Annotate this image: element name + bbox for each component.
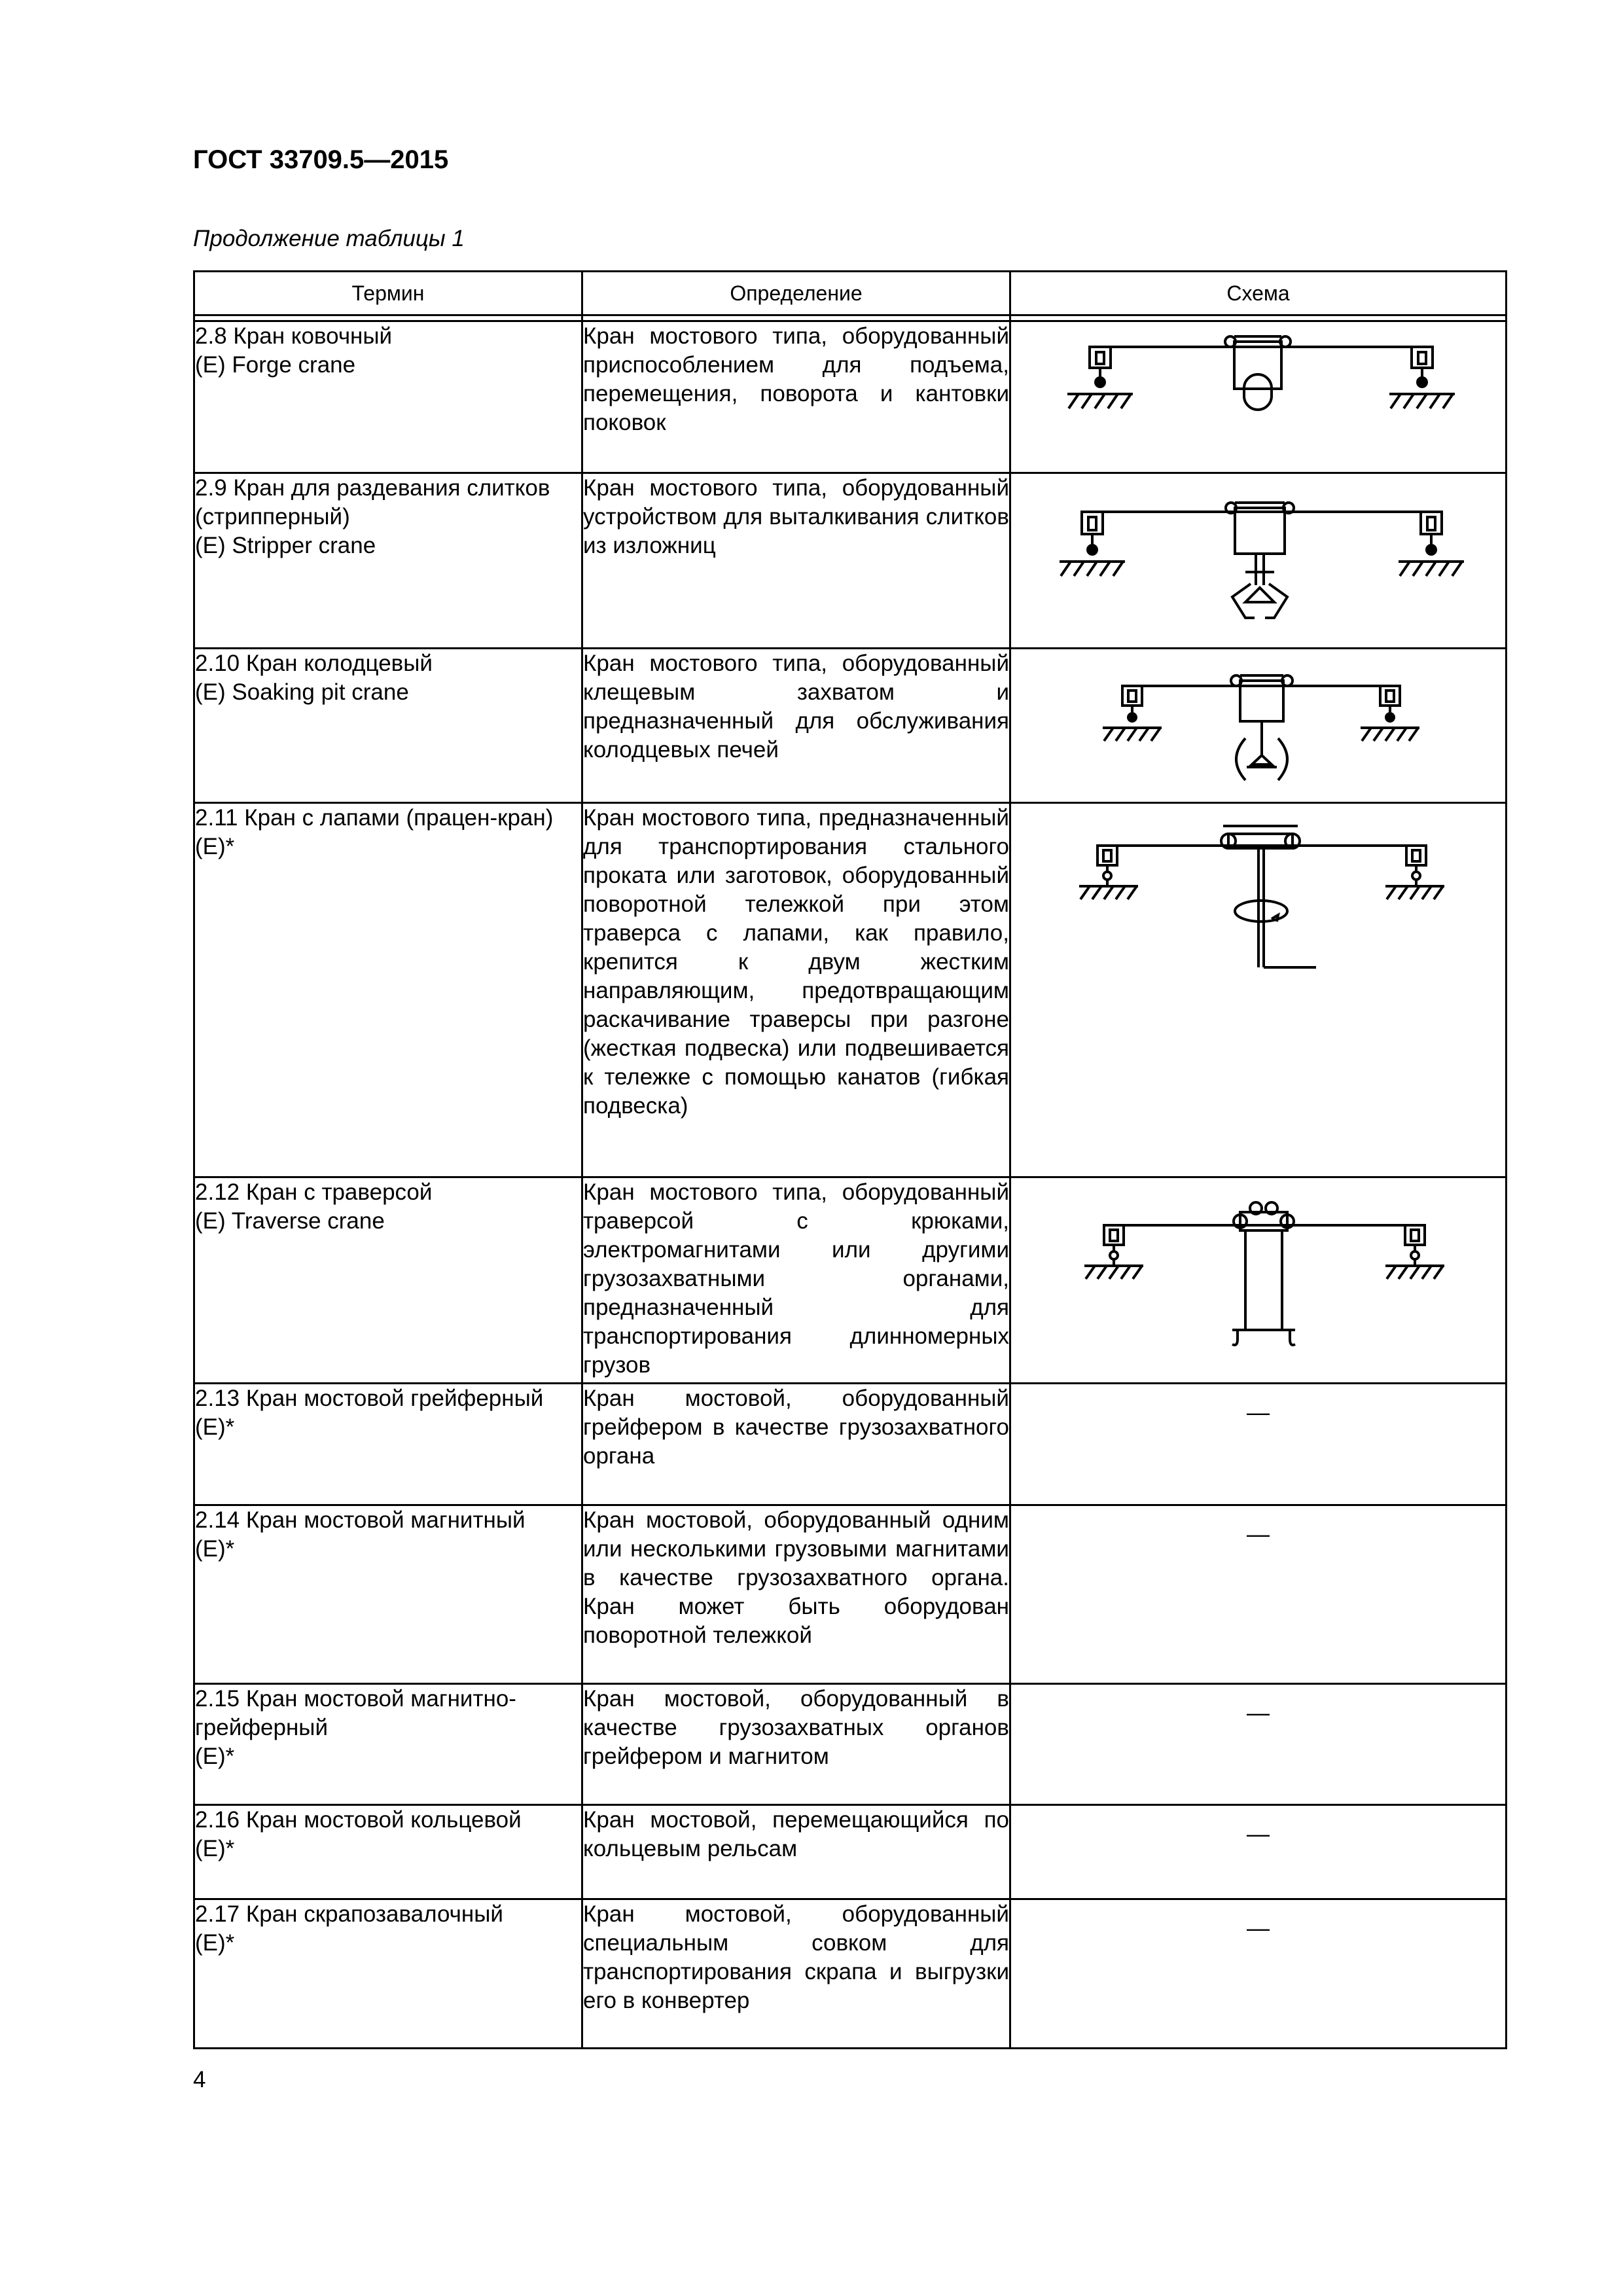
term-cell [194,473,582,649]
definition-cell [582,1384,1010,1505]
no-scheme-dash: — [1247,1700,1270,1726]
page-number: 4 [193,2067,206,2092]
scheme-cell [1010,321,1507,473]
terms-table [193,270,1507,2049]
no-scheme-dash: — [1247,1400,1270,1426]
table-row [194,803,1507,1177]
stripper-crane-scheme [1016,474,1501,647]
table-row [194,1505,1507,1684]
term-english: (E)* [195,1836,235,1861]
term-cell [194,803,582,1177]
term-cell [194,1805,582,1899]
definition-cell [582,1505,1010,1684]
term-english: (E) Soaking pit crane [195,679,409,705]
definition-text: Кран мостового типа, оборудованный устройством для выталкивания слитков из изложниц [583,475,1009,558]
definition-cell [582,321,1010,473]
term-cell [194,1505,582,1684]
table-row [194,1899,1507,2049]
scheme-cell [1010,803,1507,1177]
term-english: (E) Forge crane [195,352,356,378]
column-header-term: Термин [194,272,582,315]
table-row [194,473,1507,649]
scheme-cell [1010,1899,1507,2049]
table-row [194,1384,1507,1505]
definition-text: Кран мостового типа, оборудованный приспособлением для подъема, перемещения, поворота и кантовки поковок [583,323,1009,435]
table-row [194,1805,1507,1899]
term-name: 2.14 Кран мостовой магнитный [195,1507,526,1533]
term-english: (E)* [195,1744,235,1769]
term-cell [194,1899,582,2049]
definition-text: Кран мостового типа, предназначенный для транспортирования стального проката или заготовок, оборудованный поворотной тележкой при этом траверса с лапами, как правило, крепится к двум жестким направляющим, предотвращающим раскачивание траверсы при разгоне (жесткая подвеска) или подвешивается к тележке с помощью канатов (гибкая подвеска) [583,805,1009,1119]
definition-cell [582,803,1010,1177]
scheme-cell [1010,1805,1507,1899]
column-header-scheme: Схема [1010,272,1507,315]
scheme-cell [1010,1177,1507,1384]
table-caption: Продолжение таблицы 1 [193,226,465,251]
term-cell [194,1384,582,1505]
definition-cell [582,1805,1010,1899]
column-header-definition: Определение [582,272,1010,315]
soaking-pit-crane-scheme [1016,649,1501,801]
definition-cell [582,649,1010,803]
term-name: 2.10 Кран колодцевый [195,651,433,676]
definition-text: Кран мостовой, оборудованный специальным совком для транспортирования скрапа и выгрузки его в конвертер [583,1901,1009,2013]
term-english: (E)* [195,1536,235,1562]
term-name: 2.11 Кран с лапами (працен-кран) [195,805,554,831]
definition-text: Кран мостового типа, оборудованный клещевым захватом и предназначенный для обслуживания колодцевых печей [583,651,1009,762]
definition-cell [582,1177,1010,1384]
definition-text: Кран мостовой, оборудованный в качестве грузозахватных органов грейфером и магнитом [583,1686,1009,1769]
definition-text: Кран мостовой, перемещающийся по кольцевым рельсам [583,1807,1009,1861]
definition-text: Кран мостовой, оборудованный грейфером в качестве грузозахватного органа [583,1386,1009,1469]
table-header-row [194,272,1507,315]
no-scheme-dash: — [1247,1821,1270,1847]
forge-crane-scheme [1016,322,1501,471]
scheme-cell [1010,473,1507,649]
traverse-crane-scheme [1016,1178,1501,1374]
term-english: (E)* [195,834,235,859]
term-english: (E) Stripper crane [195,533,376,558]
term-english: (E)* [195,1414,235,1440]
claw-crane-scheme [1016,804,1501,974]
term-cell [194,649,582,803]
table-row [194,1177,1507,1384]
term-cell [194,1684,582,1805]
term-english: (E) Traverse crane [195,1208,385,1234]
definition-cell [582,1684,1010,1805]
scheme-cell [1010,1684,1507,1805]
table-row [194,649,1507,803]
scheme-cell [1010,649,1507,803]
term-name: 2.12 Кран с траверсой [195,1179,433,1205]
definition-text: Кран мостового типа, оборудованный траверсой с крюками, электромагнитами или другими грузозахватными органами, предназначенный для транспортирования длинномерных грузов [583,1179,1009,1378]
scheme-cell [1010,1384,1507,1505]
no-scheme-dash: — [1247,1522,1270,1547]
term-name: 2.8 Кран ковочный [195,323,393,349]
scheme-cell [1010,1505,1507,1684]
term-name: 2.15 Кран мостовой магнитно-грейферный [195,1686,516,1740]
definition-cell [582,473,1010,649]
term-name: 2.9 Кран для раздевания слитков (стрипперный) [195,475,550,529]
definition-cell [582,1899,1010,2049]
table-row [194,1684,1507,1805]
term-cell [194,1177,582,1384]
definition-text: Кран мостовой, оборудованный одним или несколькими грузовыми магнитами в качестве грузозахватного органа. Кран может быть оборудован поворотной тележкой [583,1507,1009,1648]
document-title: ГОСТ 33709.5—2015 [193,145,449,174]
no-scheme-dash: — [1247,1916,1270,1941]
term-english: (E)* [195,1930,235,1956]
term-name: 2.13 Кран мостовой грейферный [195,1386,544,1411]
term-name: 2.16 Кран мостовой кольцевой [195,1807,522,1833]
term-cell [194,321,582,473]
term-name: 2.17 Кран скрапозавалочный [195,1901,503,1927]
table-row [194,321,1507,473]
